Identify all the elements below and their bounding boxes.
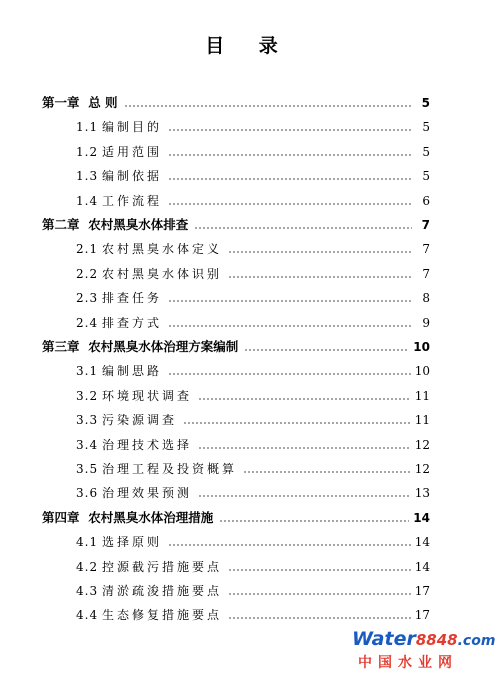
toc-dot-leader: [183, 422, 411, 424]
toc-dot-leader: [168, 203, 412, 205]
toc-section-text: 治理工程及投资概算: [102, 462, 238, 476]
toc-section-text: 治理效果预测: [102, 486, 193, 501]
toc-page-number: 12: [414, 462, 430, 476]
toc-section-row[interactable]: [76, 356, 430, 378]
toc-section-label: [76, 413, 177, 427]
toc-section-row[interactable]: [76, 259, 430, 281]
toc-section-label: [76, 584, 222, 598]
toc-section-number: 3.4: [76, 437, 99, 452]
toc-section-row[interactable]: [76, 454, 430, 476]
toc-section-number: 2.1: [76, 242, 99, 257]
toc-section-text: 编制依据: [102, 169, 163, 184]
toc-section-label: [76, 364, 162, 378]
toc-dot-leader: [124, 105, 412, 107]
toc-section-text: 农村黑臭水体识别: [102, 266, 223, 281]
toc-section-text: 工作流程: [102, 193, 163, 208]
toc-section-row[interactable]: [76, 161, 430, 183]
toc-section-number: 3.5: [76, 462, 99, 476]
watermark-logo: [352, 628, 495, 674]
toc-chapter-row[interactable]: [42, 88, 430, 110]
toc-section-label: [76, 169, 162, 183]
toc-dot-leader: [168, 129, 412, 131]
toc-section-row[interactable]: [76, 527, 430, 549]
toc-dot-leader: [198, 398, 411, 400]
toc-page-number: 5: [422, 120, 430, 135]
toc-section-number: 1.2: [76, 144, 99, 159]
toc-section-number: 3.6: [76, 486, 99, 501]
toc-section-text: 污染源调查: [102, 413, 178, 428]
toc-page-number: 6: [422, 193, 430, 208]
toc-dot-leader: [194, 227, 412, 229]
toc-section-label: [76, 145, 162, 159]
toc-section-text: 适用范围: [102, 144, 163, 159]
watermark-cn-name: 中国水业网: [358, 655, 458, 671]
toc-page-number: 17: [414, 608, 430, 623]
toc-section-label: [76, 267, 222, 281]
toc-dot-leader: [228, 569, 411, 571]
toc-dot-leader: [168, 154, 412, 156]
toc-section-row[interactable]: [76, 234, 430, 256]
toc-section-label: [76, 535, 162, 549]
toc-page-number: 7: [421, 218, 430, 232]
toc-section-number: 3.3: [76, 413, 99, 428]
toc-dot-leader: [198, 495, 411, 497]
toc-section-row[interactable]: [76, 405, 430, 427]
toc-section-text: 排查任务: [102, 291, 163, 306]
toc-dot-leader: [228, 276, 412, 278]
toc-dot-leader: [228, 617, 411, 619]
toc-section-row[interactable]: [76, 283, 430, 305]
toc-section-number: 1.1: [76, 120, 99, 135]
toc-section-row[interactable]: [76, 112, 430, 134]
toc-section-text: 编制思路: [102, 364, 163, 379]
toc-page-number: 11: [414, 388, 430, 403]
toc-page-number: 13: [414, 486, 430, 501]
toc-chapter-label: 第二章 农村黑臭水体排查: [42, 217, 189, 232]
toc-chapter-label: 第一章 总 则: [42, 95, 118, 110]
toc-section-label: [76, 242, 222, 256]
toc-section-number: 2.2: [76, 266, 99, 281]
toc-section-row[interactable]: [76, 186, 430, 208]
toc-section-text: 农村黑臭水体定义: [102, 242, 223, 257]
toc-chapter-label: 第四章 农村黑臭水体治理措施: [42, 509, 214, 525]
toc-chapter-label: 第三章 农村黑臭水体治理方案编制: [42, 339, 239, 354]
toc-page-number: 7: [422, 242, 430, 257]
toc-dot-leader: [168, 325, 412, 327]
toc-section-label: [76, 462, 237, 476]
toc-dot-leader: [243, 471, 411, 473]
toc-page-number: 5: [422, 169, 430, 184]
toc-section-number: 3.1: [76, 364, 99, 379]
watermark-brand: [352, 628, 495, 650]
toc-chapter-row[interactable]: [42, 210, 430, 232]
toc-section-text: 治理技术选择: [102, 437, 193, 452]
toc-section-number: 3.2: [76, 388, 99, 403]
toc-page-number: 11: [414, 413, 430, 428]
toc-section-number: 2.4: [76, 315, 99, 330]
toc-section-row[interactable]: [76, 552, 430, 574]
toc-section-label: [76, 608, 222, 622]
toc-section-number: 4.4: [76, 608, 99, 623]
toc-section-number: 4.2: [76, 559, 99, 574]
toc-page-number: 5: [422, 144, 430, 159]
toc-section-number: 1.4: [76, 193, 99, 208]
toc-section-label: [76, 291, 162, 305]
toc-page-number: 12: [414, 437, 430, 452]
toc-section-row[interactable]: [76, 600, 430, 622]
toc-page-number: 14: [414, 535, 430, 550]
page-title: 目 录: [205, 35, 292, 57]
toc-dot-leader: [168, 178, 412, 180]
toc-section-label: [76, 486, 192, 500]
toc-section-text: 选择原则: [102, 535, 163, 550]
toc-section-text: 排查方式: [102, 315, 163, 330]
toc-dot-leader: [198, 447, 411, 449]
toc-dot-leader: [168, 373, 411, 375]
toc-section-number: 1.3: [76, 169, 99, 184]
toc-page-number: 9: [422, 315, 430, 330]
toc-section-label: [76, 120, 162, 134]
toc-dot-leader: [219, 520, 409, 522]
watermark-brand-word: Water: [352, 628, 416, 650]
toc-page-number: 10: [413, 340, 430, 354]
toc-section-text: 生态修复措施要点: [102, 608, 223, 623]
toc-section-row[interactable]: [76, 137, 430, 159]
toc-section-number: 4.1: [76, 535, 99, 550]
toc-page-number: 14: [414, 559, 430, 574]
toc-dot-leader: [168, 544, 411, 546]
toc-section-text: 环境现状调查: [102, 388, 193, 403]
toc-page-number: 8: [422, 291, 430, 306]
toc-chapter-row[interactable]: [42, 503, 430, 525]
toc-section-row[interactable]: [76, 576, 430, 598]
toc-page-number: 17: [414, 584, 430, 598]
toc-dot-leader: [228, 251, 412, 253]
toc-dot-leader: [228, 593, 411, 595]
toc-section-text: 清淤疏浚措施要点: [102, 584, 223, 598]
toc-page-number: 10: [414, 364, 430, 379]
toc-section-text: 编制目的: [102, 120, 163, 135]
toc-section-row[interactable]: [76, 430, 430, 452]
toc-section-label: [76, 389, 192, 403]
toc-page-number: 5: [421, 96, 430, 110]
toc-section-label: [76, 560, 222, 574]
watermark-brand-suffix: .com: [457, 633, 495, 649]
watermark-brand-digits: 8848: [415, 631, 458, 649]
toc-section-row[interactable]: [76, 381, 430, 403]
toc-dot-leader: [244, 349, 409, 351]
toc-section-label: [76, 194, 162, 208]
toc-section-row[interactable]: [76, 478, 430, 500]
toc-chapter-row[interactable]: [42, 332, 430, 354]
toc-section-label: [76, 438, 192, 452]
toc-section-text: 控源截污措施要点: [102, 559, 223, 574]
toc-dot-leader: [168, 300, 412, 302]
toc-section-row[interactable]: [76, 308, 430, 330]
toc-section-number: 4.3: [76, 584, 99, 598]
toc-page-number: 14: [413, 510, 430, 525]
toc-section-number: 2.3: [76, 291, 99, 306]
toc-section-label: [76, 316, 162, 330]
toc-page-number: 7: [422, 266, 430, 281]
